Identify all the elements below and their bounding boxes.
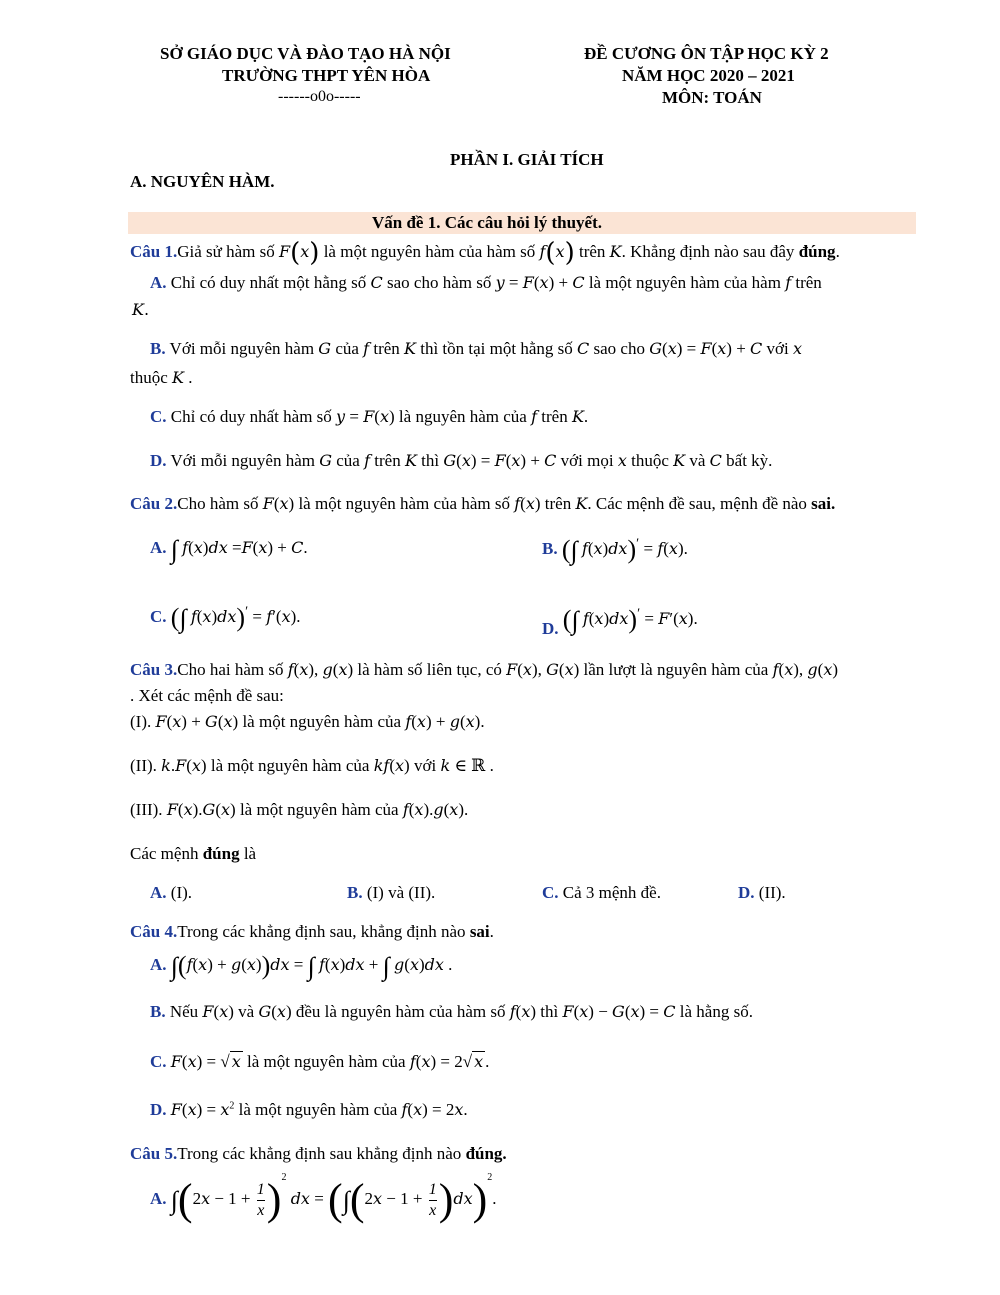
question-1-stem: Câu 1.Giả sử hàm số F(x) là một nguyên hàm của hàm số f(x) trên K. Khẳng định nào sau đây đúng. (130, 238, 840, 268)
question-1-option-a: A. Chỉ có duy nhất một hằng số C sao cho hàm số y = F(x) + C là một nguyên hàm của hàm f trên (150, 273, 822, 292)
question-3-option-a: A. (I). (150, 883, 193, 902)
school-department: SỞ GIÁO DỤC VÀ ĐÀO TẠO HÀ NỘI (160, 44, 451, 63)
question-2-option-a: A. ∫ f(x)dx =F(x) + C. (150, 535, 308, 564)
question-1-option-a-cont: K. (132, 300, 150, 319)
question-1-option-c: C. Chỉ có duy nhất hàm số y = F(x) là nguyên hàm của f trên K. (150, 407, 589, 426)
question-4-option-c: C. F(x) = √ x là một nguyên hàm của f(x) = 2√ x . (150, 1052, 490, 1071)
school-name: TRƯỜNG THPT YÊN HÒA (222, 66, 431, 85)
question-3-option-c: C. Cả 3 mệnh đề. (542, 883, 661, 902)
question-1-option-b-cont: thuộc K . (130, 368, 193, 387)
statement-1: (I). F(x) + G(x) là một nguyên hàm của f(x) + g(x). (130, 712, 485, 731)
subject: MÔN: TOÁN (662, 88, 762, 107)
school-year: NĂM HỌC 2020 – 2021 (622, 66, 795, 85)
question-4-option-d: D. $F(x) = x^2$ là một nguyên hàm của f(x) = 2x. (150, 1100, 468, 1119)
question-1-option-b: B. Với mỗi nguyên hàm G của f trên K thì tồn tại một hằng số C sao cho G(x) = F(x) + C với x (150, 339, 803, 358)
question-5-stem: Câu 5.Trong các khẳng định sau khẳng định nào đúng. (130, 1144, 507, 1163)
question-4-option-a: A. ∫(f(x) + g(x))dx = ∫ f(x)dx + ∫ g(x)dx . (150, 951, 453, 981)
question-2-option-c: C. (∫ f(x)dx)′ = f′(x). (150, 603, 301, 633)
part-title: PHẦN I. GIẢI TÍCH (450, 150, 604, 169)
question-3-stem: Câu 3.Cho hai hàm số f(x), g(x) là hàm số liên tục, có F(x), G(x) lần lượt là nguyên hàm của f(x), g(x) (130, 660, 839, 679)
question-4-option-b: B. Nếu F(x) và G(x) đều là nguyên hàm của hàm số f(x) thì F(x) − G(x) = C là hằng số. (150, 1002, 753, 1021)
question-3-option-d: D. (II). (738, 883, 786, 902)
question-2-option-b: B. (∫ f(x)dx)′ = f(x). (542, 535, 688, 565)
question-4-stem: Câu 4.Trong các khẳng định sau, khẳng định nào sai. (130, 922, 494, 941)
section-title: A. NGUYÊN HÀM. (130, 172, 275, 191)
question-2-option-d: D. (∫ f(x)dx)′ = F′(x). (542, 605, 698, 638)
question-label: Câu 1. (130, 242, 178, 261)
question-3-prompt: Các mệnh đúng là (130, 844, 257, 863)
question-5-option-a: A. ∫(2x − 1 + $\frac{1}{x}$ )$^2$ dx = (∫(2x − 1 + $\frac{1}{x}$ )dx)$^2$. (150, 1172, 497, 1224)
question-3-option-b: B. (I) và (II). (347, 883, 436, 902)
topic-title: Vấn đề 1. Các câu hỏi lý thuyết. (372, 213, 602, 232)
statement-2: (II). k.F(x) là một nguyên hàm của kf(x) với k ∈ ℝ . (130, 756, 494, 775)
question-2-stem: Câu 2.Cho hàm số F(x) là một nguyên hàm của hàm số f(x) trên K. Các mệnh đề sau, mệnh đề nào sai. (130, 494, 836, 513)
statement-3: (III). F(x).G(x) là một nguyên hàm của f(x).g(x). (130, 800, 469, 819)
document-title: ĐỀ CƯƠNG ÔN TẬP HỌC KỲ 2 (584, 44, 829, 63)
question-1-option-d: D. Với mỗi nguyên hàm G của f trên K thì G(x) = F(x) + C với mọi x thuộc K và C bất kỳ. (150, 451, 773, 470)
header-separator: ------o0o----- (278, 88, 361, 105)
question-3-stem-cont: . Xét các mệnh đề sau: (130, 686, 284, 705)
